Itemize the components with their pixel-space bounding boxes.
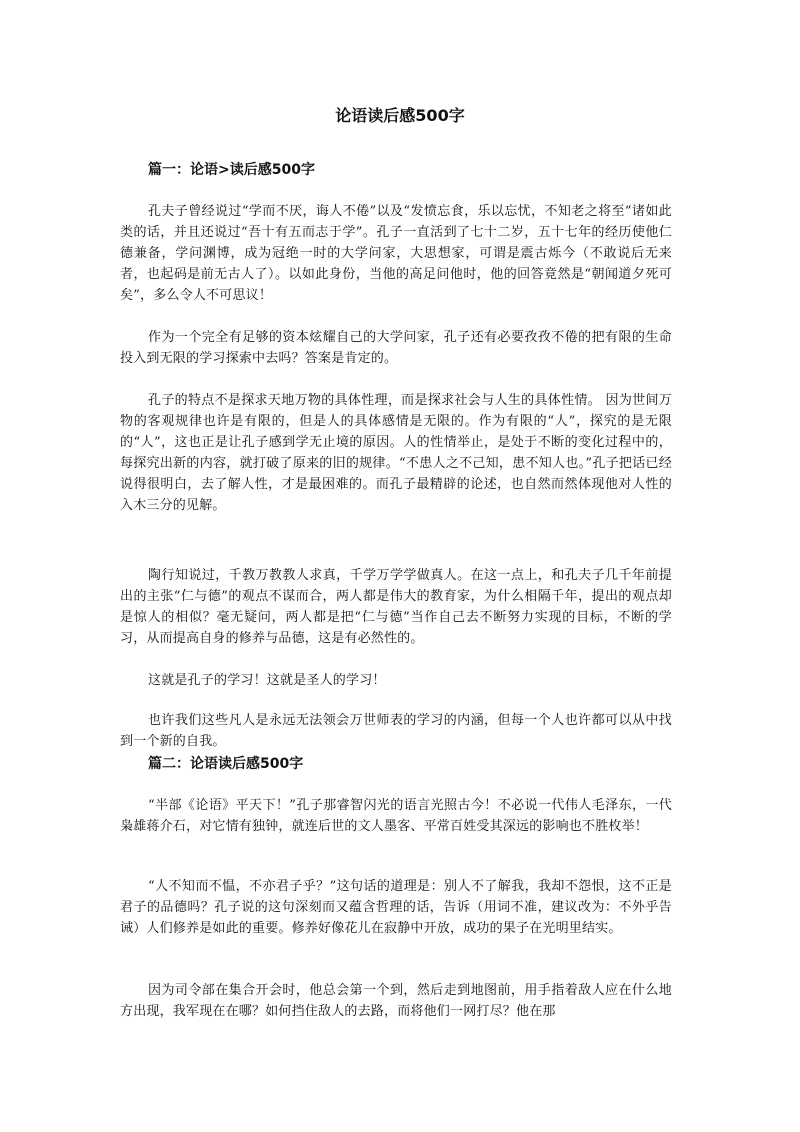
section-1-paragraph-4: 陶行知说过，千教万教教人求真，千学万学学做真人。在这一点上，和孔夫子几千年前提出的主张“仁与德”的观点不谋而合，两人都是伟大的教育家，为什么相隔千年，提出的观点却是惊人的相似？毫无疑问，两人都是把“仁与德”当作自己去不断努力实现的目标，不断的学习，从而提高自身的修养与品德，这是有必然性的。 [120, 568, 672, 646]
section-1-paragraph-2: 作为一个完全有足够的资本炫耀自己的大学问家，孔子还有必要孜孜不倦的把有限的生命投入到无限的学习探索中去吗？答案是肯定的。 [120, 330, 672, 366]
section-2-paragraph-2: “人不知而不愠，不亦君子乎？”这句话的道理是：别人不了解我，我却不怨恨，这不正是君子的品德吗？孔子说的这句深刻而又蕴含哲理的话，告诉（用词不准，建议改为：不外乎告诫）人们修养是如此的重要。修养好像花儿在寂静中开放，成功的果子在光明里结实。 [120, 879, 672, 936]
document-title: 论语读后感500字 [335, 106, 465, 125]
section-1-paragraph-3: 孔子的特点不是探求天地万物的具体性理，而是探求社会与人生的具体性情。 因为世间万物的客观规律也许是有限的，但是人的具体感情是无限的。作为有限的“人”，探究的是无限的“人”，这也正是让孔子感到学无止境的原因。人的性情举止，是处于不断的变化过程中的，每探究出新的内容，就打破了原来的旧的规律。“不患人之不己知，患不知人也。”孔子把话已经说得很明白，去了解人性，才是最困难的。而孔子最精辟的论述，也自然而然体现他对人性的入木三分的见解。 [120, 393, 672, 513]
section-1-paragraph-6: 也许我们这些凡人是永远无法领会万世师表的学习的内涵，但每一个人也许都可以从中找到一个新的自我。 [120, 713, 672, 749]
section-1-paragraph-1: 孔夫子曾经说过“学而不厌，诲人不倦”以及“发愤忘食，乐以忘忧，不知老之将至”诸如此类的话，并且还说过“吾十有五而志于学”。孔子一直活到了七十二岁，五十七年的经历使他仁德兼备，学问渊博，成为冠绝一时的大学问家，大思想家，可谓是震古烁今（不敢说后无来者，也起码是前无古人了）。以如此身份，当他的高足问他时，他的回答竟然是“朝闻道夕死可矣”，多么令人不可思议！ [120, 204, 672, 303]
section-1-heading: 篇一：论语>读后感500字 [148, 162, 315, 178]
section-2-heading: 篇二：论语读后感500字 [148, 756, 304, 772]
section-2-paragraph-3: 因为司令部在集合开会时，他总会第一个到，然后走到地图前，用手指着敌人应在什么地方出现，我军现在在哪？如何挡住敌人的去路，而将他们一网打尽？他在那 [120, 983, 672, 1019]
section-2-paragraph-1: “半部《论语》平天下！”孔子那睿智闪光的语言光照古今！不必说一代伟人毛泽东，一代枭雄蒋介石，对它情有独钟，就连后世的文人墨客、平常百姓受其深远的影响也不胜枚举！ [120, 798, 672, 834]
section-1-paragraph-5: 这就是孔子的学习！这就是圣人的学习！ [148, 673, 386, 688]
